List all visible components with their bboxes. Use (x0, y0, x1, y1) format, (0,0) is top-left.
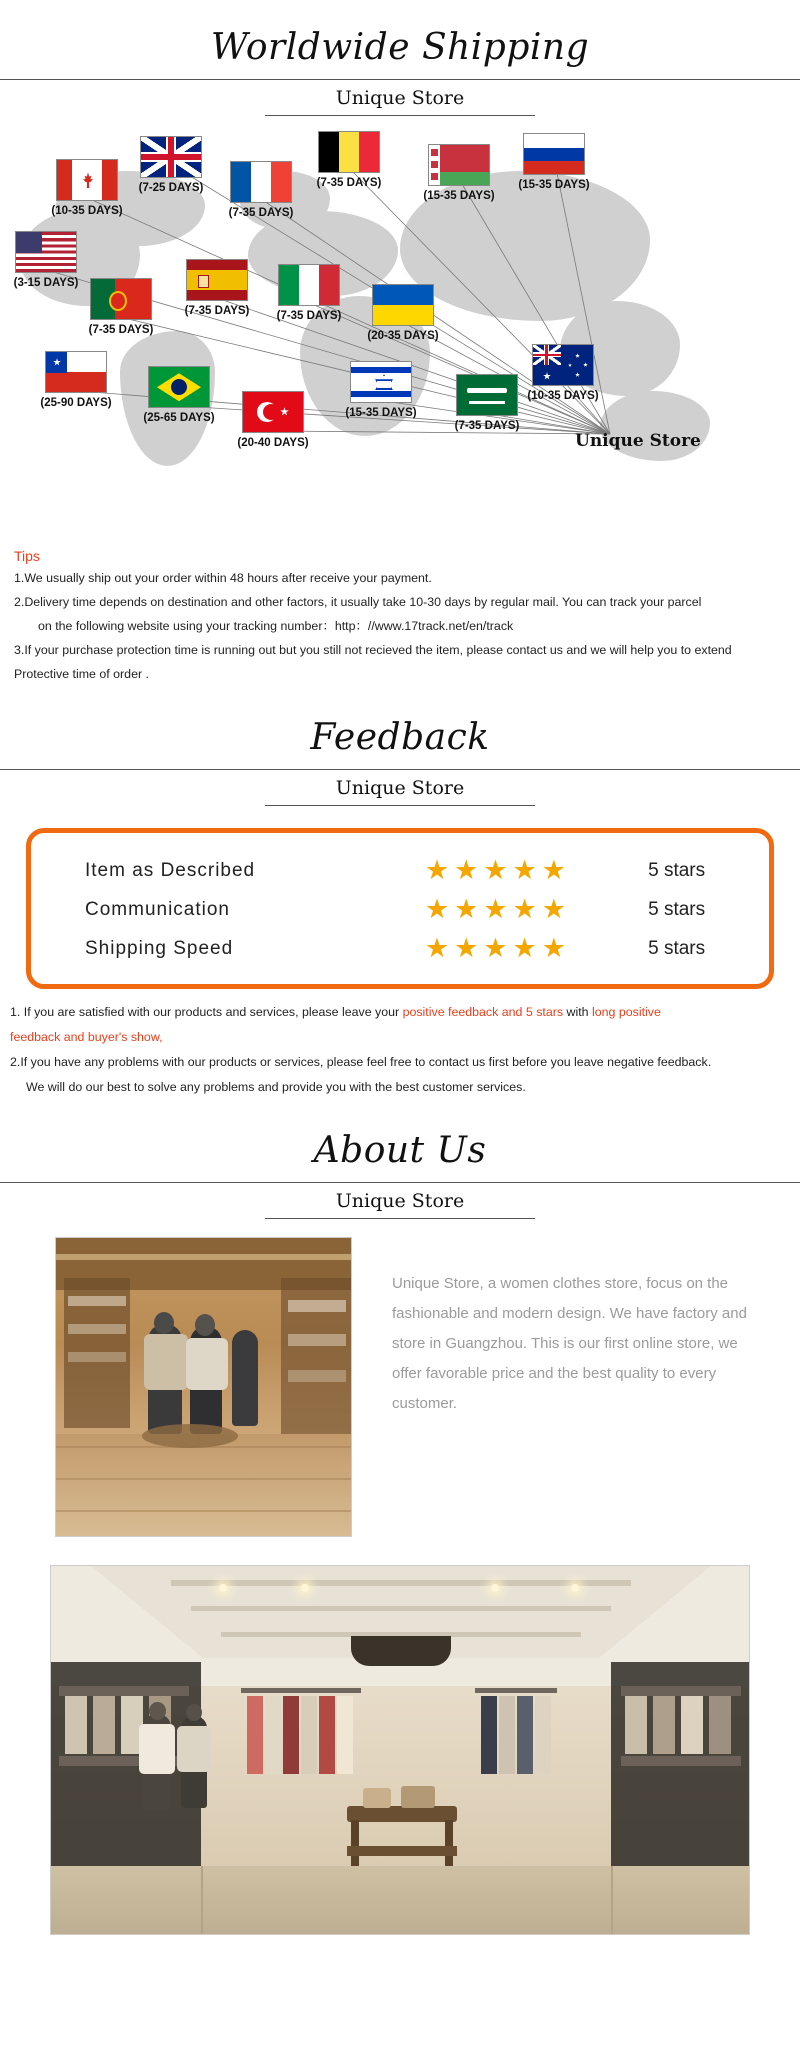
about-title: About Us (313, 1129, 487, 1171)
hub-label: Unique Store (575, 431, 701, 452)
shipping-days: (25-65 DAYS) (143, 412, 215, 425)
shipping-days: (3-15 DAYS) (13, 277, 79, 290)
tip-line: on the following website using your tracking number：http：//www.17track.net/en/track (38, 619, 514, 634)
flag-belgium-icon (318, 131, 380, 173)
shipping-store-name: Unique Store (335, 87, 465, 110)
rating-score: 5 stars (648, 859, 706, 881)
store-photo-1 (55, 1237, 352, 1537)
table-row (41, 890, 759, 929)
destination-belgium (318, 131, 404, 189)
flag-uk-icon (140, 136, 202, 178)
table-row (41, 851, 759, 890)
feedback-note-line (10, 1003, 792, 1023)
shipping-days: (7-25 DAYS) (138, 182, 204, 195)
flag-chile-icon (45, 351, 107, 393)
rating-stars: ★★★★★ (424, 894, 571, 925)
destination-france (230, 161, 316, 219)
rating-stars: ★★★★★ (424, 855, 571, 886)
shipping-days: (10-35 DAYS) (527, 390, 599, 403)
destination-canada (51, 159, 142, 218)
shipping-days: (7-35 DAYS) (454, 420, 520, 433)
shipping-days: (20-35 DAYS) (367, 330, 439, 343)
destination-israel (345, 361, 436, 420)
shipping-days: (7-35 DAYS) (276, 310, 342, 323)
flag-spain-icon (186, 259, 248, 301)
note-text: We will do our best to solve any problems and provide you with the best customer services. (26, 1079, 526, 1094)
shipping-days: (7-35 DAYS) (184, 305, 250, 318)
shipping-days: (7-35 DAYS) (88, 324, 154, 337)
shipping-days: (15-35 DAYS) (423, 190, 495, 203)
rating-label: Shipping Speed (85, 937, 234, 959)
note-highlight: positive feedback and 5 stars (402, 1005, 564, 1020)
destination-italy (278, 264, 364, 322)
destination-australia (527, 344, 618, 403)
feedback-store-name: Unique Store (335, 777, 465, 800)
shipping-days: (7-35 DAYS) (228, 207, 294, 220)
destination-russia (518, 133, 609, 192)
flag-australia-icon (532, 344, 594, 386)
note-text: with (563, 1005, 592, 1020)
flag-france-icon (230, 161, 292, 203)
destination-portugal (90, 278, 176, 336)
feedback-title: Feedback (310, 717, 490, 759)
destination-spain (186, 259, 272, 317)
tip-line: Protective time of order . (14, 667, 149, 682)
about-content (0, 1237, 800, 1537)
shipping-days: (15-35 DAYS) (518, 179, 590, 192)
note-highlight: feedback and buyer's show, (10, 1030, 163, 1045)
rating-stars: ★★★★★ (424, 933, 571, 964)
table-row (41, 929, 759, 968)
destination-brazil (143, 366, 234, 425)
page-title: Worldwide Shipping (210, 27, 590, 68)
flag-usa-icon (15, 231, 77, 273)
rating-score: 5 stars (648, 937, 706, 959)
feedback-table (41, 851, 759, 968)
feedback-notes (10, 1003, 792, 1097)
destination-saudi-arabia (456, 374, 542, 432)
about-section-header (0, 1103, 800, 1219)
feedback-section-header (0, 690, 800, 806)
store-photo-2 (50, 1565, 750, 1935)
flag-canada-icon (56, 159, 118, 201)
destination-belarus (423, 144, 514, 203)
shipping-tips (0, 546, 800, 684)
flag-belarus-icon (428, 144, 490, 186)
note-text: 1. If you are satisfied with our products and services, please leave your (10, 1005, 403, 1020)
flag-portugal-icon (90, 278, 152, 320)
feedback-ratings-box (26, 828, 774, 989)
about-paragraph: Unique Store, a women clothes store, focus on the fashionable and modern design. We have factory and store in Guangzhou. This is our first online store, we offer favorable price and the best quality to every customer. (392, 1274, 747, 1412)
destination-united-states (15, 231, 101, 289)
tip-line: 2.Delivery time depends on destination and other factors, it usually take 10-30 days by regular mail. You can track your parcel (14, 595, 702, 610)
shipping-days: (7-35 DAYS) (316, 177, 382, 190)
feedback-note-line (10, 1053, 792, 1073)
flag-italy-icon (278, 264, 340, 306)
destination-united-kingdom (140, 136, 226, 194)
shipping-days: (20-40 DAYS) (237, 437, 309, 450)
about-store-name: Unique Store (335, 1189, 465, 1212)
shipping-days: (25-90 DAYS) (40, 397, 112, 410)
destination-ukraine (367, 284, 458, 343)
tips-title: Tips (14, 548, 40, 565)
divider (265, 1218, 535, 1219)
rating-label: Item as Described (85, 859, 256, 881)
note-highlight: long positive (592, 1005, 661, 1020)
feedback-note-line (10, 1078, 792, 1098)
flag-turkey-icon (242, 391, 304, 433)
destination-turkey (237, 391, 328, 450)
note-text: 2.If you have any problems with our products or services, please feel free to contact us first before you leave negative feedback. (10, 1054, 712, 1069)
destination-chile (40, 351, 131, 410)
shipping-section-header (0, 0, 800, 116)
flag-brazil-icon (148, 366, 210, 408)
world-map (0, 116, 800, 546)
flag-ukraine-icon (372, 284, 434, 326)
shipping-days: (10-35 DAYS) (51, 205, 123, 218)
flag-israel-icon (350, 361, 412, 403)
tip-line: 1.We usually ship out your order within 48 hours after receive your payment. (14, 571, 432, 586)
rating-label: Communication (85, 898, 230, 920)
divider (265, 805, 535, 806)
rating-score: 5 stars (648, 898, 706, 920)
shipping-days: (15-35 DAYS) (345, 407, 417, 420)
feedback-note-line (10, 1028, 792, 1048)
tip-line: 3.If your purchase protection time is running out but you still not recieved the item, please contact us and we will help you to extend (14, 643, 732, 658)
flag-russia-icon (523, 133, 585, 175)
